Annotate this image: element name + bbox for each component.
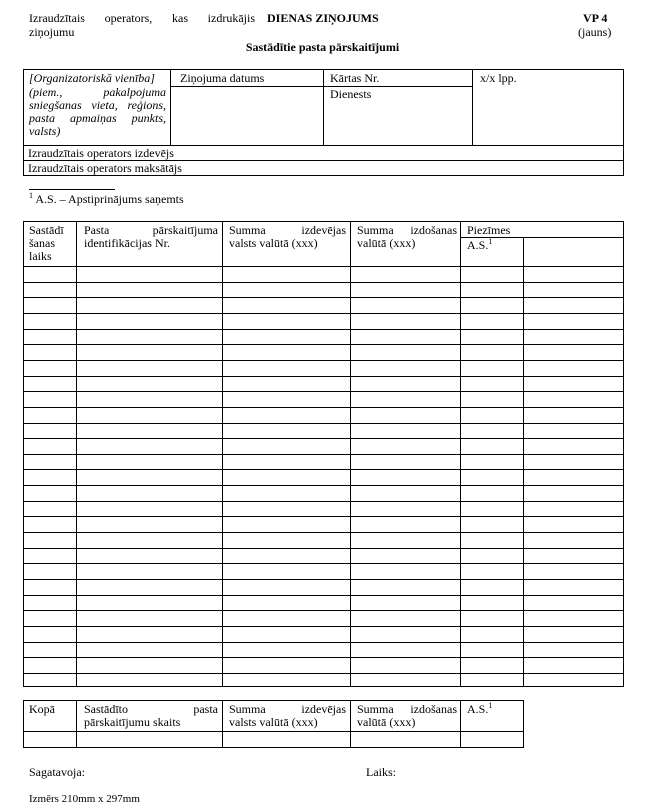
table-row-line [23, 501, 624, 502]
table-row-line [23, 407, 624, 408]
service-label: Dienests [330, 87, 372, 101]
table-row-line [23, 423, 624, 424]
total-as-label: A.S.$^1$ [467, 701, 493, 716]
col-sum-issuer: Summa izdevējas valsts valūtā (xxx) [229, 223, 346, 250]
table-row-line [23, 642, 624, 643]
table-row-line [23, 454, 624, 455]
table-row-line [23, 313, 624, 314]
table-row-line [23, 360, 624, 361]
total-sum-issuer-label: Summa izdevējas valsts valūtā (xxx) [229, 702, 346, 729]
report-title: DIENAS ZIŅOJUMS [267, 11, 379, 25]
table-row-line [23, 673, 624, 674]
table-row-line [23, 391, 624, 392]
org-unit-label: [Organizatoriskā vienība] [29, 71, 155, 85]
page-subtitle: Sastādītie pasta pārskaitījumi [245, 40, 400, 54]
form-code: VP 4 [583, 11, 608, 25]
table-row-line [23, 329, 624, 330]
table-row-line [23, 657, 624, 658]
table-row-line [23, 610, 624, 611]
total-label: Kopā [29, 702, 55, 716]
table-row-line [23, 563, 624, 564]
prepared-by-label: Sagatavoja: [29, 765, 85, 779]
transfer-count-label: Sastādīto pasta pārskaitījumu skaits [84, 702, 218, 729]
table-row-line [23, 548, 624, 549]
table-row-line [23, 376, 624, 377]
issuer-line-1: Izraudzītais operators, kas izdrukājis [29, 11, 255, 25]
org-unit-note: valsts) [29, 124, 61, 138]
table-row-line [23, 532, 624, 533]
col-notes: Piezīmes [467, 223, 511, 237]
table-row-line [23, 626, 624, 627]
table-row-line [23, 438, 624, 439]
table-row-line [23, 579, 624, 580]
paper-size-note: Izmērs 210mm x 297mm [29, 793, 140, 805]
report-date-label: Ziņojuma datums [180, 71, 265, 85]
table-row-line [23, 282, 624, 283]
org-unit-note: pasta apmaiņas punkts, [29, 111, 166, 125]
table-row-line [23, 266, 624, 267]
col-sum-payout: Summa izdošanas valūtā (xxx) [357, 223, 457, 250]
issuer-operator-row: Izraudzītais operators izdevējs [28, 146, 174, 160]
table-row-line [23, 469, 624, 470]
org-unit-note: (piem., pakalpojuma [29, 85, 166, 99]
table-row-line [23, 344, 624, 345]
footnote: $^1$ A.S. – Apstiprinājums saņemts [29, 191, 184, 206]
org-unit-note: sniegšanas vieta, reģions, [29, 98, 166, 112]
table-row-line [23, 485, 624, 486]
issuer-line-2: ziņojumu [29, 25, 75, 39]
table-row-line [23, 516, 624, 517]
form-status: (jauns) [578, 25, 612, 39]
total-sum-payout-label: Summa izdošanas valūtā (xxx) [357, 702, 457, 729]
col-as: A.S.$^1$ [467, 237, 493, 252]
page-count-label: x/x lpp. [480, 71, 517, 85]
time-label: Laiks: [366, 765, 396, 779]
payer-operator-row: Izraudzītais operators maksātājs [28, 161, 182, 175]
table-row-line [23, 297, 624, 298]
order-no-label: Kārtas Nr. [330, 71, 380, 85]
table-row-line [23, 595, 624, 596]
col-compiled-time: Sastādī šanas laiks [29, 223, 64, 263]
col-transfer-id: Pasta pārskaitījuma identifikācijas Nr. [84, 223, 218, 250]
